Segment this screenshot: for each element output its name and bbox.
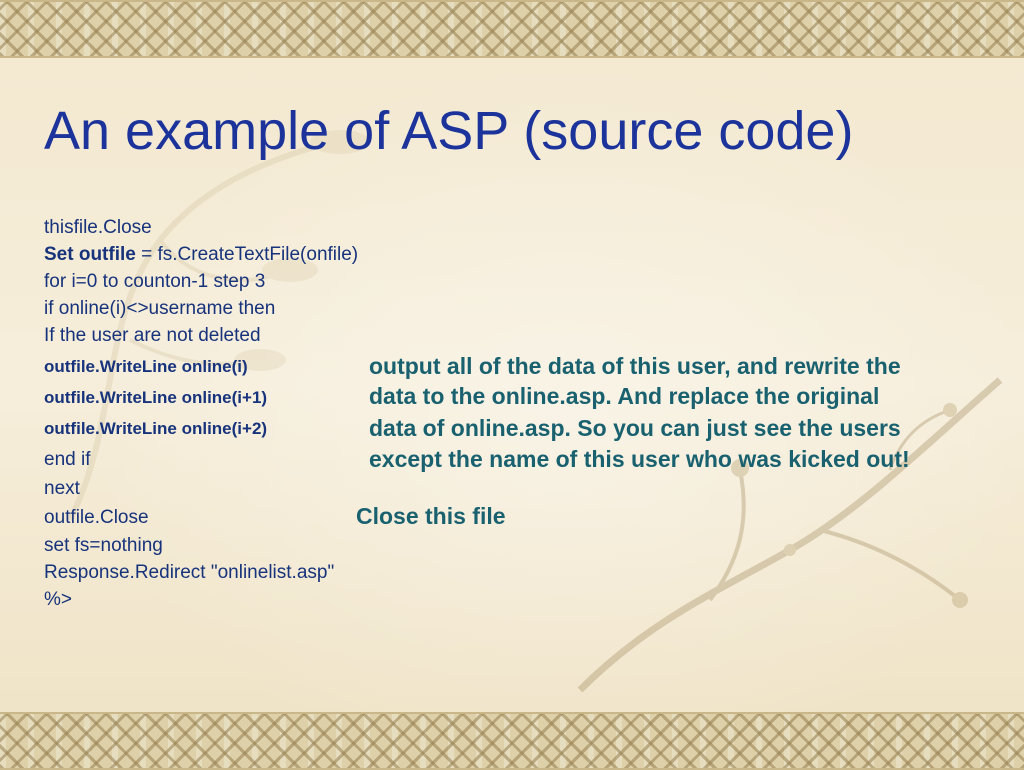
annotation-line: data to the online.asp. And replace the original	[369, 383, 880, 409]
top-decorative-border	[0, 0, 1024, 58]
code-line: outfile.WriteLine online(i+2)	[44, 419, 268, 438]
code-line: set fs=nothing	[44, 535, 163, 556]
code-line: outfile.Close	[44, 507, 149, 528]
code-line: if online(i)<>username then	[44, 298, 276, 319]
code-line: outfile.WriteLine online(i+1)	[44, 388, 268, 407]
slide-title: An example of ASP (source code)	[44, 101, 854, 161]
code-line: If the user are not deleted	[44, 325, 261, 346]
code-line: end if	[44, 449, 91, 470]
code-line: %>	[44, 589, 72, 610]
code-text: = fs.CreateTextFile(onfile)	[135, 244, 359, 265]
code-line: next	[44, 478, 80, 499]
annotation-line: output all of the data of this user, and rewrite the	[369, 353, 901, 379]
code-line: thisfile.Close	[44, 217, 152, 238]
close-file-annotation: Close this file	[356, 503, 506, 529]
code-keyword: Set outfile	[44, 244, 136, 265]
bottom-decorative-border	[0, 712, 1024, 770]
annotation-line: except the name of this user who was kicked out!	[369, 446, 910, 472]
faint-branch-watermark	[560, 360, 1010, 700]
code-line: outfile.WriteLine online(i)	[44, 357, 248, 376]
code-line: for i=0 to counton-1 step 3	[44, 271, 266, 292]
code-line: Response.Redirect "onlinelist.asp"	[44, 562, 335, 583]
annotation-line: data of online.asp. So you can just see the users	[369, 415, 901, 441]
code-line	[44, 245, 358, 264]
